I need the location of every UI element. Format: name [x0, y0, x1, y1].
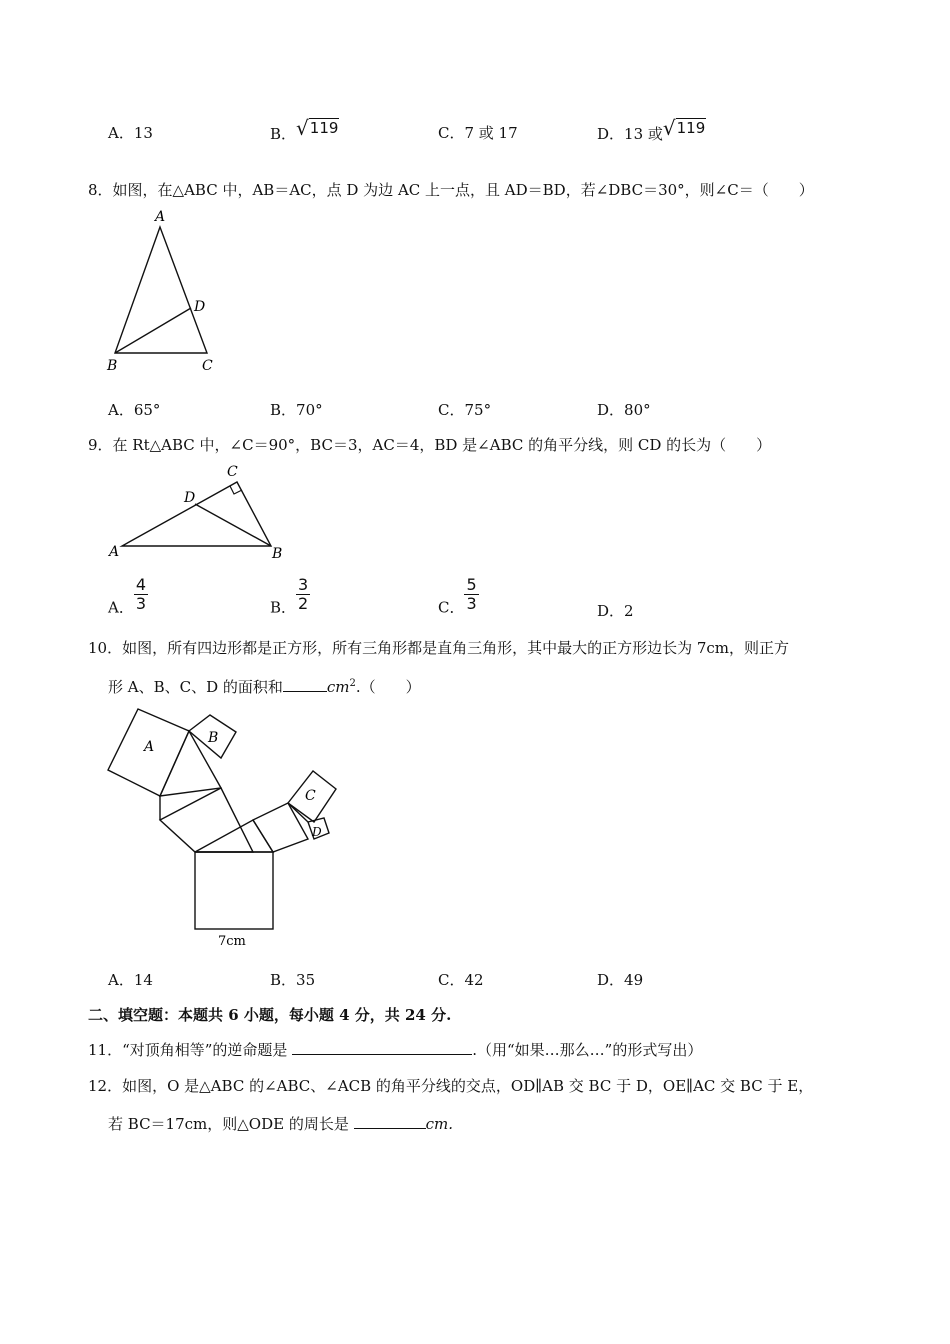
- q9-label-b: B: [272, 546, 283, 562]
- q9-option-a-fraction: [134, 576, 148, 613]
- q11-answer-blank[interactable]: [292, 1054, 472, 1055]
- q9-option-c-label: C．: [438, 598, 465, 617]
- q9-option-b-denominator: 2: [298, 594, 309, 613]
- q12-stem-unit: cm.: [425, 1115, 454, 1133]
- q10-stem-text: 形 A、B、C、D 的面积和: [108, 678, 283, 696]
- q10-squares-figure: [100, 702, 370, 960]
- q10-stem-unit: cm: [326, 678, 350, 696]
- q7-option-b-sqrt: √119: [296, 116, 339, 140]
- q10-stem-parens: .（ ）: [355, 678, 421, 696]
- q10-stem-line2: [108, 676, 421, 697]
- q7-option-a: A．13: [108, 124, 153, 142]
- q11-stem-hint: .（用“如果…那么…”的形式写出）: [472, 1041, 703, 1059]
- q8-option-d: D．80°: [597, 401, 651, 419]
- q10-answer-blank[interactable]: [283, 691, 327, 692]
- q7-option-b: [270, 116, 339, 144]
- q12-stem-line1: 12．如图，O 是△ABC 的∠ABC、∠ACB 的角平分线的交点，OD∥AB 交 BC 于 D，OE∥AC 交 BC 于 E，: [88, 1077, 814, 1095]
- q10-square-right-mid: [253, 803, 308, 852]
- q7-option-d-label: D．13 或: [597, 125, 663, 143]
- q8-option-b: B．70°: [270, 401, 323, 419]
- q11-stem-text: 11．“对顶角相等”的逆命题是: [88, 1041, 288, 1059]
- q10-label-a: A: [144, 739, 155, 755]
- q8-triangle-figure: [100, 205, 230, 377]
- q7-option-b-label: B．: [270, 125, 297, 143]
- q9-option-c-numerator: 5: [466, 575, 477, 594]
- q10-label-side-length: 7cm: [218, 934, 246, 949]
- q10-label-d: D: [312, 825, 322, 839]
- q9-triangle-abc: [122, 482, 271, 546]
- q8-stem: 8．如图，在△ABC 中，AB＝AC，点 D 为边 AC 上一点，且 AD＝BD，若∠DBC＝30°，则∠C＝（ ）: [88, 181, 814, 199]
- q9-option-a-denominator: 3: [135, 594, 147, 613]
- q10-label-b: B: [208, 730, 219, 746]
- q10-label-c: C: [305, 788, 316, 804]
- q7-option-d-radicand: 119: [676, 119, 706, 137]
- q8-label-a: A: [155, 209, 166, 225]
- q9-stem: 9．在 Rt△ABC 中，∠C＝90°，BC＝3，AC＝4，BD 是∠ABC 的角平分线，则 CD 的长为（ ）: [88, 436, 772, 454]
- q8-option-c: C．75°: [438, 401, 492, 419]
- q9-option-b-fraction: [296, 576, 310, 613]
- q9-label-a: A: [109, 544, 120, 560]
- q9-option-b-label: B．: [270, 598, 297, 617]
- q7-option-b-radicand: 119: [309, 119, 339, 137]
- q9-label-d: D: [184, 490, 196, 506]
- q7-option-d-sqrt: √119: [662, 116, 706, 140]
- q9-option-b: [270, 576, 310, 618]
- q10-triangle-top-large: [195, 820, 273, 852]
- q10-option-d: D．49: [597, 971, 644, 989]
- q9-option-a-label: A．: [108, 598, 134, 617]
- q9-option-c-fraction: [464, 576, 478, 613]
- q7-option-d: [597, 116, 706, 144]
- q10-option-a: A．14: [108, 971, 153, 989]
- q12-answer-blank[interactable]: [354, 1128, 426, 1129]
- q9-option-b-numerator: 3: [298, 575, 309, 594]
- q8-label-d: D: [194, 299, 206, 315]
- q9-triangle-figure: [100, 460, 300, 564]
- q8-option-a: A．65°: [108, 401, 161, 419]
- q8-label-c: C: [202, 358, 213, 374]
- q10-option-c: C．42: [438, 971, 484, 989]
- q7-option-c: C．7 或 17: [438, 124, 518, 142]
- q8-segment-bd: [115, 308, 191, 353]
- q11-stem: [88, 1039, 702, 1060]
- q9-option-a: [108, 576, 148, 618]
- q9-option-d: D．2: [597, 602, 634, 620]
- q9-label-c: C: [227, 464, 238, 480]
- q9-option-c-denominator: 3: [466, 594, 477, 613]
- q9-option-a-numerator: 4: [135, 575, 147, 594]
- q8-triangle-abc: [115, 227, 207, 353]
- q10-option-b: B．35: [270, 971, 316, 989]
- q10-largest-square: [195, 852, 273, 929]
- q12-stem-text: 若 BC＝17cm，则△ODE 的周长是: [108, 1115, 349, 1133]
- q10-stem-unit-exponent: 2: [349, 678, 356, 689]
- q10-edge-cd: [288, 803, 308, 822]
- section-2-heading: 二、填空题：本题共 6 小题，每小题 4 分，共 24 分.: [88, 1006, 452, 1024]
- q10-square-left-mid: [160, 788, 253, 852]
- q8-label-b: B: [107, 358, 118, 374]
- q10-stem-line1: 10．如图，所有四边形都是正方形，所有三角形都是直角三角形，其中最大的正方形边长为 7cm，则正方: [88, 639, 790, 657]
- q12-stem-line2: [108, 1113, 453, 1134]
- q9-option-c: [438, 576, 479, 618]
